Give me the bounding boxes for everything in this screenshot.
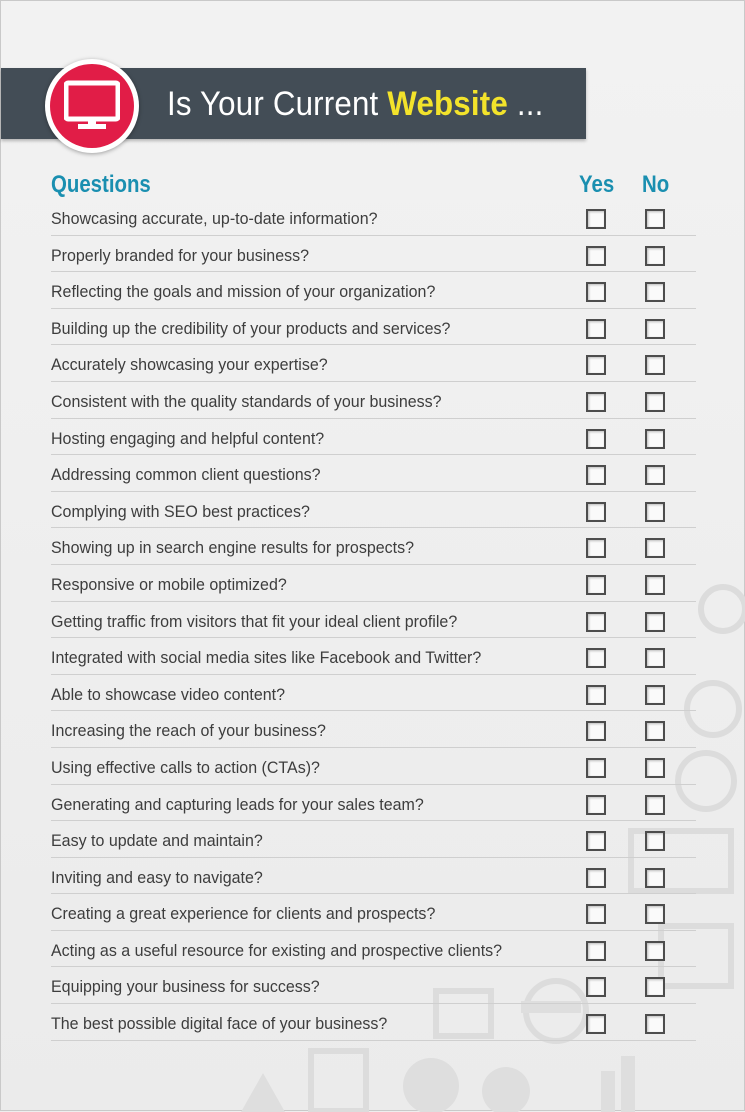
page-title (167, 82, 543, 126)
question-text: Getting traffic from visitors that fit your ideal client profile? (51, 612, 458, 631)
question-text: Generating and capturing leads for your sales team? (51, 795, 424, 814)
column-heading-questions: Questions (51, 171, 151, 198)
question-text: Building up the credibility of your products and services? (51, 319, 451, 338)
yes-checkbox[interactable] (586, 648, 606, 668)
no-checkbox[interactable] (645, 465, 665, 485)
yes-checkbox[interactable] (586, 758, 606, 778)
bar-chart-icon-2 (621, 1056, 635, 1112)
yes-checkbox[interactable] (586, 575, 606, 595)
yes-checkbox[interactable] (586, 465, 606, 485)
no-checkbox[interactable] (645, 721, 665, 741)
question-row (51, 785, 696, 822)
arrow-up-icon (241, 1073, 285, 1112)
question-text: Easy to update and maintain? (51, 832, 263, 851)
question-row (51, 1004, 696, 1041)
no-checkbox[interactable] (645, 392, 665, 412)
no-checkbox[interactable] (645, 1014, 665, 1034)
no-checkbox[interactable] (645, 575, 665, 595)
yes-checkbox[interactable] (586, 685, 606, 705)
title-highlight: Website (387, 85, 508, 123)
question-text: Increasing the reach of your business? (51, 722, 326, 741)
question-row (51, 382, 696, 419)
question-row (51, 272, 696, 309)
no-checkbox[interactable] (645, 612, 665, 632)
question-row (51, 565, 696, 602)
question-text: Complying with SEO best practices? (51, 502, 310, 521)
yes-checkbox[interactable] (586, 612, 606, 632)
no-checkbox[interactable] (645, 429, 665, 449)
column-heading-no: No (642, 171, 670, 198)
yes-checkbox[interactable] (586, 795, 606, 815)
no-checkbox[interactable] (645, 209, 665, 229)
question-row (51, 821, 696, 858)
yes-checkbox[interactable] (586, 282, 606, 302)
question-text: Addressing common client questions? (51, 466, 321, 485)
yes-checkbox[interactable] (586, 721, 606, 741)
question-text: Using effective calls to action (CTAs)? (51, 758, 320, 777)
question-row (51, 419, 696, 456)
yes-checkbox[interactable] (586, 831, 606, 851)
no-checkbox[interactable] (645, 319, 665, 339)
question-row (51, 492, 696, 529)
question-row (51, 894, 696, 931)
question-row (51, 931, 696, 968)
no-checkbox[interactable] (645, 941, 665, 961)
yes-checkbox[interactable] (586, 1014, 606, 1034)
question-row (51, 967, 696, 1004)
yes-checkbox[interactable] (586, 429, 606, 449)
column-heading-yes: Yes (579, 171, 615, 198)
monitor-badge (45, 59, 139, 153)
question-text: Hosting engaging and helpful content? (51, 429, 325, 448)
bar-chart-icon (601, 1071, 615, 1112)
no-checkbox[interactable] (645, 538, 665, 558)
title-prefix: Is Your Current (167, 85, 388, 123)
no-checkbox[interactable] (645, 502, 665, 522)
yes-checkbox[interactable] (586, 868, 606, 888)
question-text: The best possible digital face of your business? (51, 1015, 388, 1034)
question-text: Reflecting the goals and mission of your organization? (51, 283, 436, 302)
question-text: Integrated with social media sites like Facebook and Twitter? (51, 649, 482, 668)
question-text: Consistent with the quality standards of your business? (51, 392, 442, 411)
question-text: Creating a great experience for clients and prospects? (51, 905, 436, 924)
no-checkbox[interactable] (645, 648, 665, 668)
no-checkbox[interactable] (645, 977, 665, 997)
no-checkbox[interactable] (645, 282, 665, 302)
question-row (51, 455, 696, 492)
question-text: Responsive or mobile optimized? (51, 575, 287, 594)
yes-checkbox[interactable] (586, 246, 606, 266)
monitor-icon (64, 79, 120, 133)
question-row (51, 748, 696, 785)
checkmark-badge-icon (701, 587, 745, 631)
question-text: Inviting and easy to navigate? (51, 868, 263, 887)
question-row (51, 711, 696, 748)
no-checkbox[interactable] (645, 904, 665, 924)
question-text: Acting as a useful resource for existing and prospective clients? (51, 941, 503, 960)
no-checkbox[interactable] (645, 355, 665, 375)
no-checkbox[interactable] (645, 795, 665, 815)
no-checkbox[interactable] (645, 685, 665, 705)
yes-checkbox[interactable] (586, 502, 606, 522)
question-row (51, 199, 696, 236)
question-row (51, 236, 696, 273)
column-headers (51, 171, 696, 199)
question-row (51, 638, 696, 675)
question-row (51, 309, 696, 346)
yes-checkbox[interactable] (586, 392, 606, 412)
question-text: Accurately showcasing your expertise? (51, 356, 328, 375)
yes-checkbox[interactable] (586, 977, 606, 997)
question-text: Equipping your business for success? (51, 978, 320, 997)
question-row (51, 528, 696, 565)
no-checkbox[interactable] (645, 831, 665, 851)
social-f-icon (482, 1067, 530, 1112)
no-checkbox[interactable] (645, 868, 665, 888)
question-row (51, 858, 696, 895)
yes-checkbox[interactable] (586, 538, 606, 558)
yes-checkbox[interactable] (586, 355, 606, 375)
question-text: Showcasing accurate, up-to-date information? (51, 210, 378, 228)
question-row (51, 675, 696, 712)
document-icon (311, 1051, 366, 1111)
people-icon (403, 1058, 459, 1112)
yes-checkbox[interactable] (586, 904, 606, 924)
yes-checkbox[interactable] (586, 941, 606, 961)
no-checkbox[interactable] (645, 758, 665, 778)
no-checkbox[interactable] (645, 246, 665, 266)
question-row (51, 345, 696, 382)
question-list (51, 199, 696, 1041)
question-text: Properly branded for your business? (51, 246, 310, 265)
question-text: Showing up in search engine results for prospects? (51, 539, 414, 558)
yes-checkbox[interactable] (586, 319, 606, 339)
yes-checkbox[interactable] (586, 209, 606, 229)
question-text: Able to showcase video content? (51, 685, 286, 704)
question-row (51, 602, 696, 639)
title-suffix: ... (507, 85, 544, 123)
